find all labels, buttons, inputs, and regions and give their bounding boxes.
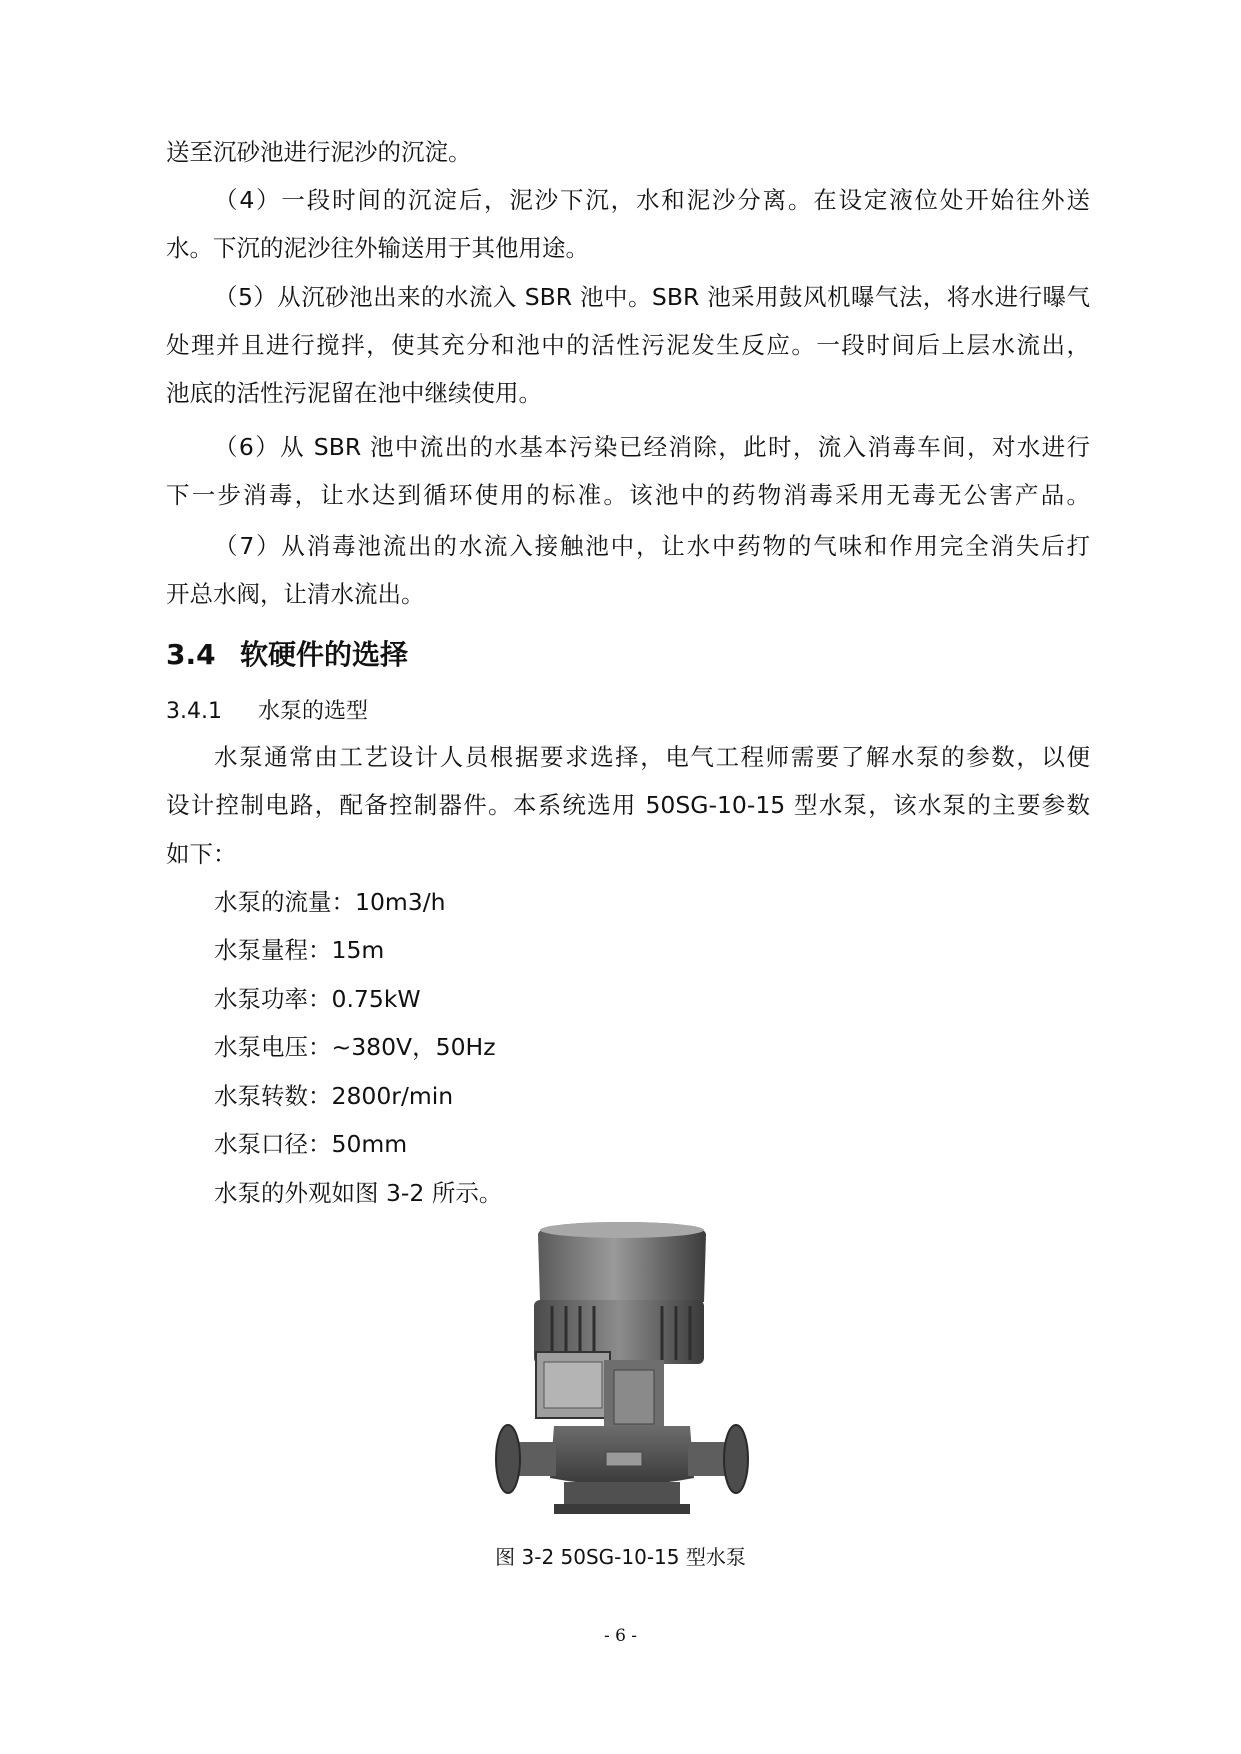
subsection-number: 3.4.1 [166, 699, 222, 724]
paragraph-line: 水。下沉的泥沙往外输送用于其他用途。 [166, 234, 589, 262]
paragraph-line: （6）从 SBR 池中流出的水基本污染已经消除，此时，流入消毒车间，对水进行 [214, 433, 1090, 461]
spec-item: 水泵电压：~380V，50Hz [214, 1033, 496, 1061]
figure-caption: 图 3-2 50SG-10-15 型水泵 [495, 1545, 746, 1569]
section-heading [166, 637, 408, 673]
page-number: - 6 - [603, 1626, 638, 1646]
figure-reference: 水泵的外观如图 3-2 所示。 [214, 1179, 503, 1207]
paragraph-line: 处理并且进行搅拌，使其充分和池中的活性污泥发生反应。一段时间后上层水流出， [166, 331, 1090, 359]
paragraph-line: （5）从沉砂池出来的水流入 SBR 池中。SBR 池采用鼓风机曝气法，将水进行曝气 [214, 283, 1090, 311]
paragraph-line: （4）一段时间的沉淀后，泥沙下沉，水和泥沙分离。在设定液位处开始往外送 [214, 186, 1090, 214]
subsection-title: 水泵的选型 [258, 699, 369, 724]
paragraph-line: 池底的活性污泥留在池中继续使用。 [166, 379, 542, 407]
subsection-heading [166, 697, 368, 727]
paragraph-line: 如下： [166, 840, 237, 868]
spec-item: 水泵转数：2800r/min [214, 1082, 454, 1110]
paragraph-line: 送至沉砂池进行泥沙的沉淀。 [166, 138, 472, 166]
paragraph-line: 水泵通常由工艺设计人员根据要求选择，电气工程师需要了解水泵的参数，以便 [214, 743, 1090, 771]
spec-item: 水泵口径：50mm [214, 1130, 408, 1158]
section-title: 软硬件的选择 [240, 638, 409, 671]
paragraph-line: 下一步消毒，让水达到循环使用的标准。该池中的药物消毒采用无毒无公害产品。 [166, 481, 1090, 509]
paragraph-line: 开总水阀，让清水流出。 [166, 580, 425, 608]
spec-item: 水泵量程：15m [214, 936, 385, 964]
pump-photo [494, 1220, 750, 1520]
spec-item: 水泵功率：0.75kW [214, 985, 421, 1013]
spec-item: 水泵的流量：10m3/h [214, 888, 446, 916]
section-number: 3.4 [166, 638, 216, 671]
paragraph-line: 设计控制电路，配备控制器件。本系统选用 50SG-10-15 型水泵，该水泵的主要参数 [166, 791, 1090, 819]
paragraph-line: （7）从消毒池流出的水流入接触池中，让水中药物的气味和作用完全消失后打 [214, 532, 1090, 560]
